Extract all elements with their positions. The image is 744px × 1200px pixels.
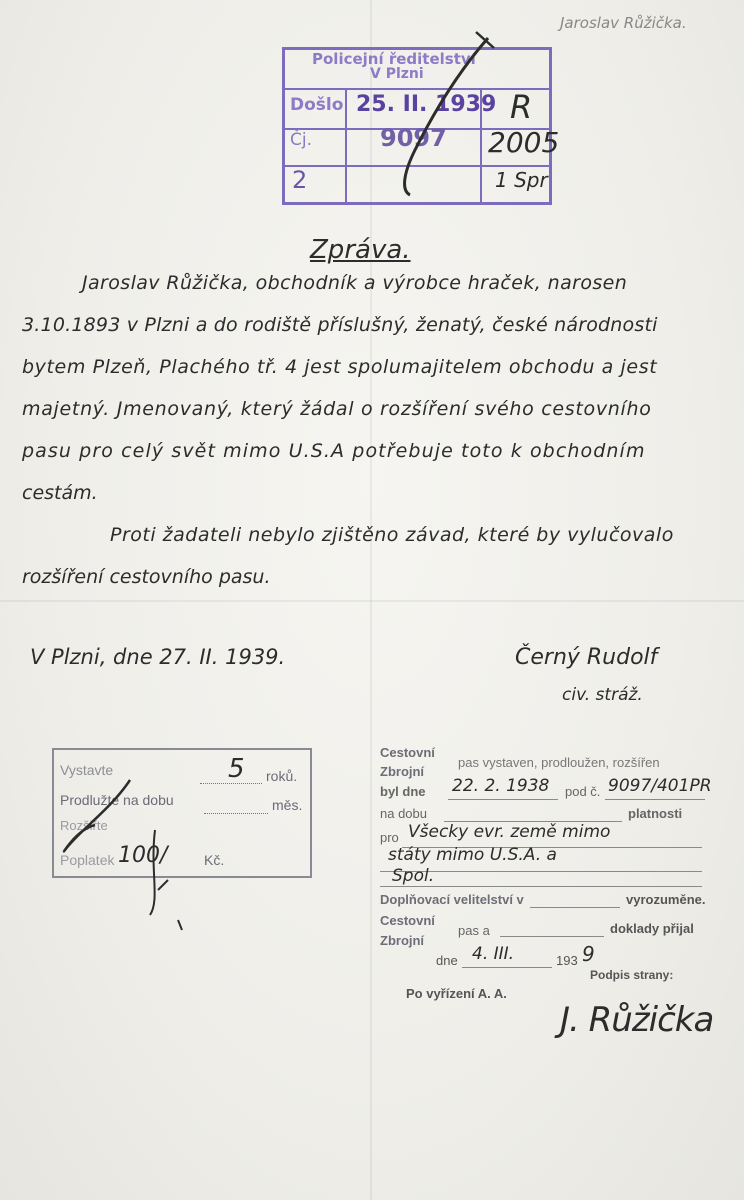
report-line: 3.10.1893 v Plzni a do rodiště příslušný, ženatý, české národnosti xyxy=(22,314,658,336)
form-for-value-cont2: Spol. xyxy=(392,866,435,886)
report-title: Zpráva. xyxy=(310,235,411,265)
report-line: bytem Plzeň, Plachého tř. 4 jest spolumajitelem obchodu a jest xyxy=(22,356,658,378)
stamp-received-date: 25. II. 1939 xyxy=(356,92,497,117)
form-supplementary-label: Doplňovací velitelství v xyxy=(380,892,524,907)
report-line: Jaroslav Růžička, obchodník a výrobce hraček, narosen xyxy=(82,272,628,294)
stamp-header: Policejní ředitelství xyxy=(312,50,476,68)
report-line: Proti žadateli nebylo zjištěno závad, které by vylučovalo xyxy=(110,524,674,546)
form-date-label: byl dne xyxy=(380,784,426,799)
stamp-extend-label: Prodlužte na dobu xyxy=(60,792,174,808)
stamp-handwritten-letter: R xyxy=(510,88,533,126)
stamp-months-unit: měs. xyxy=(272,797,303,813)
officer-title: civ. stráž. xyxy=(562,685,643,705)
stamp-divider xyxy=(345,88,347,205)
fill-line xyxy=(448,798,558,800)
stamp-number: 9097 xyxy=(380,124,447,152)
form-documents-received: doklady přijal xyxy=(610,921,694,936)
form-weapon-label: Zbrojní xyxy=(380,764,425,779)
stamp-cj-label: Čj. xyxy=(290,130,312,150)
form-after-processing: Po vyřízení A. A. xyxy=(406,986,507,1001)
fold-line-horizontal xyxy=(0,600,744,602)
stamp-handwritten-marks xyxy=(50,770,200,960)
stamp-received-label: Došlo xyxy=(290,95,344,115)
report-line: pasu pro celý svět mimo U.S.A potřebuje toto k obchodním xyxy=(22,440,646,462)
form-for-value: Všecky evr. země mimo xyxy=(408,822,611,842)
form-passport-and: pas a xyxy=(458,923,490,938)
form-number-label: pod č. xyxy=(565,784,601,799)
form-year-prefix: 193 xyxy=(556,953,578,968)
form-day-value: 4. III. xyxy=(472,944,515,964)
form-notified-label: vyrozuměne. xyxy=(626,892,706,907)
report-line: rozšíření cestovního pasu. xyxy=(22,566,271,588)
stamp-handwritten-number: 2005 xyxy=(488,126,560,159)
form-passport-label-2: Cestovní xyxy=(380,913,435,928)
stamp-issue-label: Vystavte xyxy=(60,762,114,778)
place-date: V Plzni, dne 27. II. 1939. xyxy=(30,645,286,669)
fill-line xyxy=(380,885,702,887)
form-day-label: dne xyxy=(436,953,458,968)
fill-line xyxy=(605,798,705,800)
stamp-issue-years: 5 xyxy=(228,754,245,784)
fill-line xyxy=(200,782,262,784)
officer-signature: Černý Rudolf xyxy=(515,645,658,670)
form-party-signature-label: Podpis strany: xyxy=(590,968,674,982)
stamp-fee-value: 100/ xyxy=(118,843,168,868)
form-passport-status: pas vystaven, prodloužen, rozšířen xyxy=(458,755,660,770)
form-for-value-cont: státy mimo U.S.A. a xyxy=(388,845,557,865)
stamp-header-city: V Plzni xyxy=(370,66,424,82)
party-signature: J. Růžička xyxy=(560,1000,714,1040)
stamp-small-code: 2 xyxy=(292,166,308,194)
stamp-extend2-label: Rozšiřte xyxy=(60,818,108,833)
fill-line xyxy=(500,935,604,937)
report-line: majetný. Jmenovaný, který žádal o rozšíření svého cestovního xyxy=(22,398,652,420)
fill-line xyxy=(462,966,552,968)
form-passport-label: Cestovní xyxy=(380,745,435,760)
form-year-suffix: 9 xyxy=(582,942,595,966)
form-for-label: pro xyxy=(380,830,399,845)
stamp-handwritten-side: 1 Spr xyxy=(495,168,548,192)
stamp-handwritten-stroke xyxy=(380,30,500,200)
corner-pencil-note: Jaroslav Růžička. xyxy=(560,14,687,32)
form-validity-label: platnosti xyxy=(628,806,683,821)
form-period-label: na dobu xyxy=(380,806,427,821)
fill-line xyxy=(530,906,620,908)
stamp-fee-label: Poplatek xyxy=(60,852,115,868)
stamp-years-unit: roků. xyxy=(266,768,298,784)
form-weapon-label-2: Zbrojní xyxy=(380,933,425,948)
form-date-value: 22. 2. 1938 xyxy=(452,776,550,796)
form-number-value: 9097/401PR xyxy=(608,776,712,796)
report-line: cestám. xyxy=(22,482,98,504)
stamp-fee-unit: Kč. xyxy=(204,852,225,868)
fill-line xyxy=(204,812,268,814)
